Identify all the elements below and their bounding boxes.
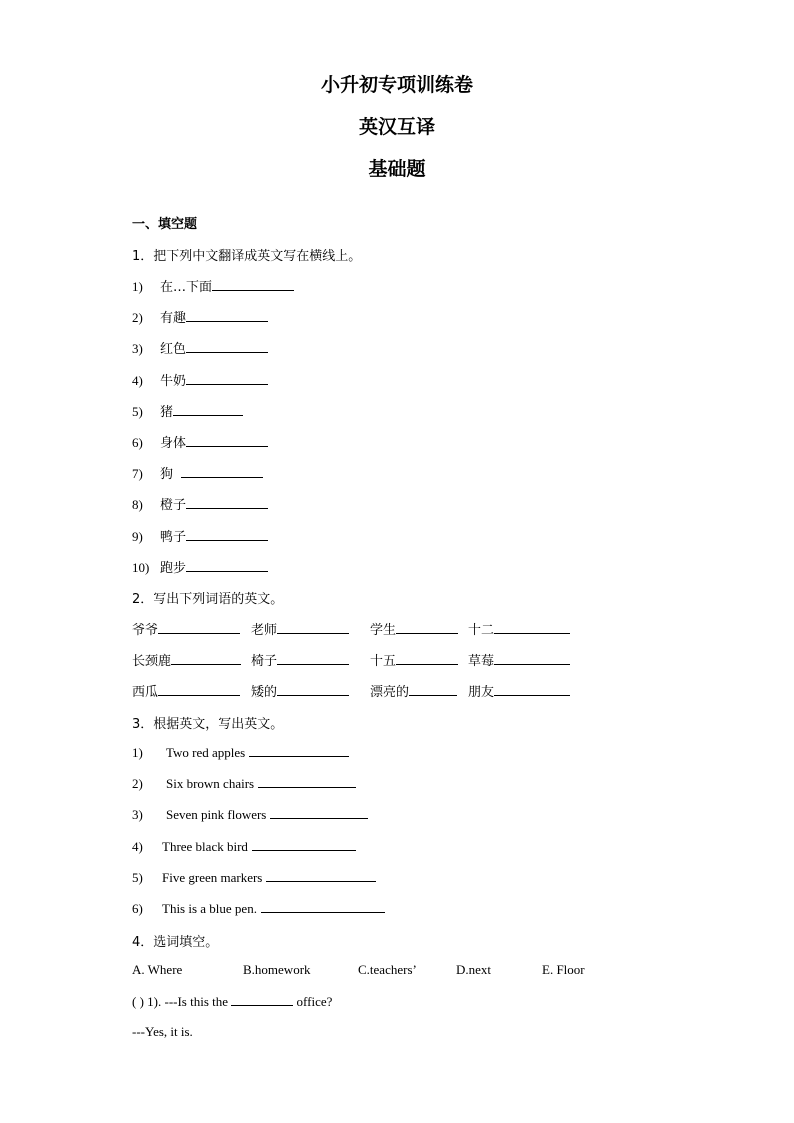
item-text: 狗 [160, 467, 174, 483]
answer-blank[interactable] [258, 775, 356, 788]
item-number: 1) [132, 279, 143, 294]
q2-cell [468, 650, 570, 669]
word-text: 长颈鹿 [132, 654, 172, 669]
q3-item [132, 806, 368, 823]
item-number: 10) [132, 559, 150, 575]
q3-item [132, 775, 356, 792]
q2-cell [370, 619, 458, 638]
q2-cell [132, 650, 241, 669]
q3-item [132, 838, 356, 855]
answer-blank[interactable] [173, 403, 243, 416]
answer-blank[interactable] [158, 621, 240, 634]
q2-cell [251, 650, 349, 669]
q2-cell [468, 619, 570, 638]
answer-blank[interactable] [186, 559, 268, 572]
answer-blank[interactable] [266, 869, 376, 882]
answer-blank[interactable] [231, 993, 293, 1006]
item-text: Two red apples [166, 745, 246, 760]
option-choice: C.teachers’ [358, 962, 417, 977]
q2-cell [132, 619, 240, 638]
item-number: 5) [132, 403, 143, 419]
q4-item-1 [132, 993, 332, 1010]
item-number: 6) [132, 901, 143, 916]
item-text: 有趣 [160, 311, 187, 327]
q4-item-1-suffix: office? [296, 994, 333, 1009]
item-text: Seven pink flowers [166, 807, 267, 823]
q1-item [132, 526, 268, 545]
q2-cell [251, 681, 349, 700]
answer-blank[interactable] [409, 683, 457, 696]
answer-blank[interactable] [277, 683, 349, 696]
word-text: 草莓 [468, 654, 495, 669]
word-text: 爷爷 [132, 623, 159, 638]
q1-item [132, 557, 268, 576]
item-number: 2) [132, 776, 143, 792]
title-sub: 英汉互译 [358, 116, 435, 138]
q1-item [132, 494, 268, 513]
answer-blank[interactable] [252, 838, 356, 851]
word-text: 十五 [370, 654, 397, 669]
item-text: 猪 [160, 404, 174, 420]
answer-blank[interactable] [277, 652, 349, 665]
option-choice: B.homework [243, 962, 311, 977]
answer-blank[interactable] [249, 744, 349, 757]
q4-item-1-answer: ---Yes, it is. [132, 1024, 193, 1039]
answer-blank[interactable] [186, 309, 268, 322]
item-number: 3) [132, 341, 143, 357]
title-main: 小升初专项训练卷 [320, 74, 473, 96]
answer-blank[interactable] [171, 652, 241, 665]
item-number: 5) [132, 869, 143, 885]
q1-item [132, 276, 294, 295]
item-number: 4) [132, 372, 143, 388]
q2-prompt: 2．写出下列词语的英文。 [132, 592, 284, 607]
word-text: 漂亮的 [370, 685, 410, 700]
answer-blank[interactable] [186, 434, 268, 447]
q2-cell [251, 619, 349, 638]
item-text: 跑步 [160, 560, 187, 576]
q1-item [132, 463, 263, 482]
answer-blank[interactable] [270, 806, 368, 819]
word-text: 朋友 [468, 685, 495, 700]
item-number: 7) [132, 466, 143, 482]
answer-blank[interactable] [494, 621, 570, 634]
answer-blank[interactable] [186, 528, 268, 541]
answer-blank[interactable] [186, 340, 268, 353]
item-number: 6) [132, 435, 143, 450]
q2-cell [132, 681, 240, 700]
item-text: Five green markers [162, 869, 263, 885]
answer-blank[interactable] [158, 683, 240, 696]
q3-item [132, 869, 376, 886]
q1-item [132, 370, 268, 389]
q3-prompt: 3．根据英文，写出英文。 [132, 717, 284, 732]
q1-prompt: 1．把下列中文翻译成英文写在横线上。 [132, 249, 362, 264]
answer-blank[interactable] [212, 278, 294, 291]
item-text: 橙子 [160, 498, 187, 514]
answer-blank[interactable] [186, 372, 268, 385]
q1-item [132, 432, 268, 451]
option-choice: D.next [456, 962, 492, 977]
q2-cell [468, 681, 570, 700]
answer-blank[interactable] [261, 900, 385, 913]
answer-blank[interactable] [396, 652, 458, 665]
option-choice: E. Floor [542, 962, 585, 977]
word-text: 矮的 [251, 685, 278, 700]
answer-blank[interactable] [181, 465, 263, 478]
item-text: 身体 [160, 436, 187, 451]
item-text: 红色 [160, 342, 187, 358]
item-number: 1) [132, 745, 143, 760]
q4-prompt: 4．选词填空。 [132, 935, 219, 950]
answer-blank[interactable] [277, 621, 349, 634]
answer-blank[interactable] [494, 652, 570, 665]
item-number: 9) [132, 528, 143, 544]
answer-blank[interactable] [494, 683, 570, 696]
item-number: 8) [132, 497, 143, 513]
q4-item-1-prefix: ( ) 1). ---Is this the [132, 994, 229, 1009]
item-text: Six brown chairs [166, 776, 255, 792]
q3-item [132, 744, 349, 761]
q1-item [132, 401, 243, 420]
item-text: This is a blue pen. [162, 901, 257, 916]
section-heading: 一、填空题 [132, 217, 198, 232]
word-text: 椅子 [251, 654, 278, 669]
item-text: 在…下面 [160, 280, 213, 295]
item-text: Three black bird [162, 838, 248, 854]
answer-blank[interactable] [186, 496, 268, 509]
item-text: 牛奶 [160, 373, 187, 389]
title-level: 基础题 [368, 158, 426, 180]
answer-blank[interactable] [396, 621, 458, 634]
q3-item [132, 900, 385, 917]
item-number: 3) [132, 807, 143, 823]
item-number: 4) [132, 838, 143, 854]
item-number: 2) [132, 310, 143, 326]
q2-cell [370, 681, 457, 700]
word-text: 西瓜 [132, 685, 159, 700]
word-text: 老师 [251, 623, 278, 638]
word-text: 学生 [370, 623, 397, 638]
q1-item [132, 307, 268, 326]
item-text: 鸭子 [160, 529, 187, 545]
q2-cell [370, 650, 458, 669]
option-choice: A. Where [132, 962, 183, 977]
q1-item [132, 338, 268, 357]
word-text: 十二 [468, 623, 495, 638]
